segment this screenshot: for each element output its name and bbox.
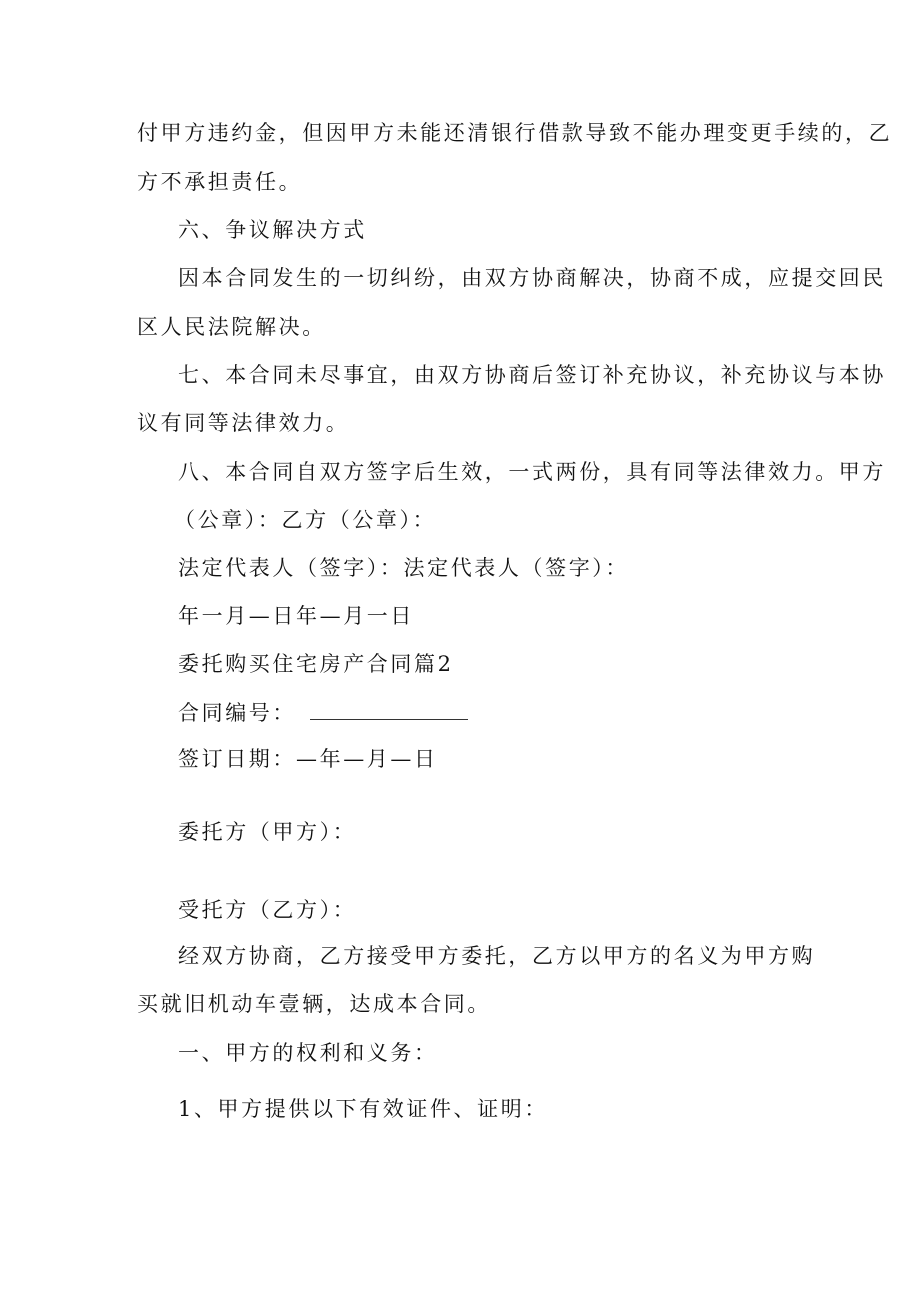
section-heading: 六、争议解决方式 [178, 218, 367, 242]
signature-date-line: 年一月—日年—月一日 [178, 604, 414, 628]
contract-number-line [178, 700, 468, 726]
paragraph-line: 付甲方违约金，但因甲方未能还清银行借款导致不能办理变更手续的，乙 [137, 121, 893, 145]
principal-party-line: 委托方（甲方）： [178, 820, 357, 844]
paragraph-line: 区人民法院解决。 [137, 315, 326, 339]
paragraph-line: 议有同等法律效力。 [137, 411, 350, 435]
signature-representative-line: 法定代表人（签字）：法定代表人（签字）： [178, 556, 629, 580]
contract-title: 委托购买住宅房产合同篇2 [178, 652, 454, 676]
paragraph-line: 经双方协商，乙方接受甲方委托，乙方以甲方的名义为甲方购 [178, 944, 816, 968]
contract-number-blank [310, 701, 468, 720]
paragraph-line: 方不承担责任。 [137, 170, 303, 194]
section-heading: 一、甲方的权利和义务： [178, 1041, 438, 1065]
agent-party-line: 受托方（乙方）： [178, 898, 357, 922]
signature-seal-line: （公章）：乙方（公章）： [174, 508, 437, 532]
paragraph-line: 因本合同发生的一切纠纷，由双方协商解决，协商不成，应提交回民 [178, 266, 886, 290]
paragraph-line: 买就旧机动车壹辆，达成本合同。 [137, 992, 491, 1016]
paragraph-line: 七、本合同未尽事宜，由双方协商后签订补充协议，补充协议与本协 [178, 363, 886, 387]
signing-date-line: 签订日期：—年—月—日 [178, 747, 438, 771]
contract-number-label: 合同编号： [178, 701, 296, 725]
list-item: 1、甲方提供以下有效证件、证明： [178, 1097, 548, 1121]
paragraph-line: 八、本合同自双方签字后生效，一式两份，具有同等法律效力。甲方 [178, 460, 886, 484]
